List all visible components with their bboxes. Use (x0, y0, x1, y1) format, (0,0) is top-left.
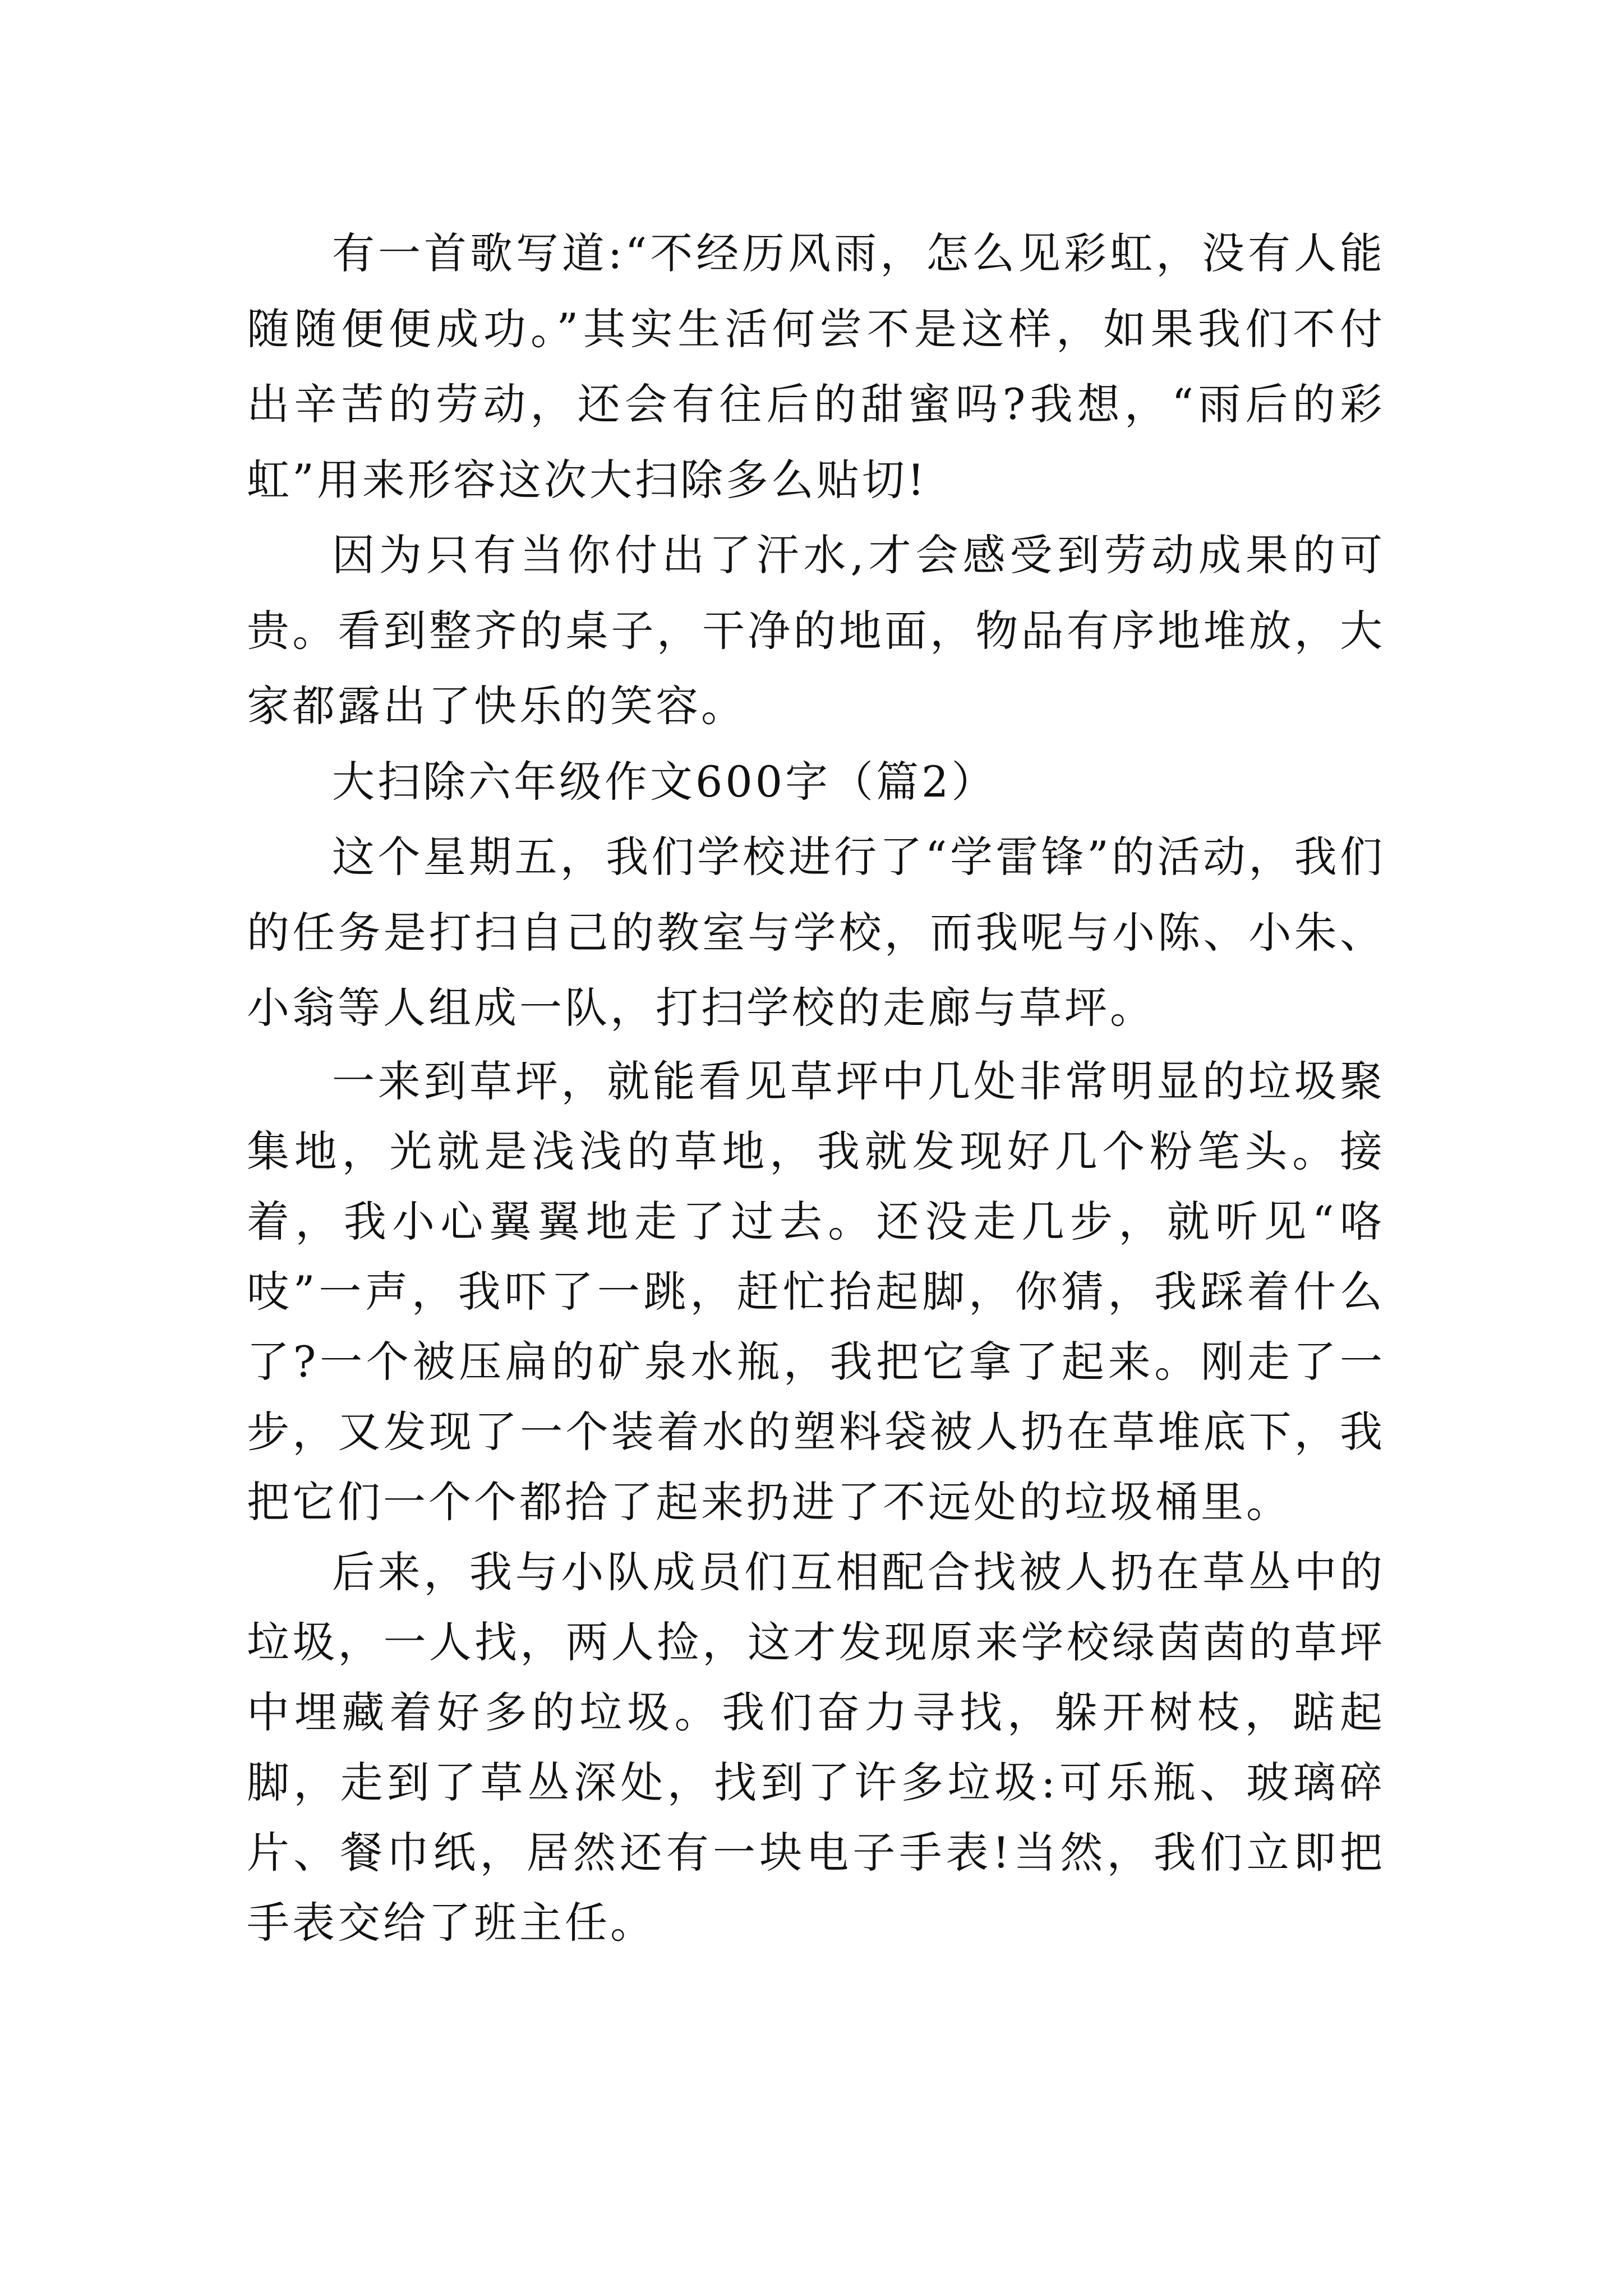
paragraph-song-quote: 有一首歌写道:“不经历风雨，怎么见彩虹，没有人能随随便便成功。”其实生活何尝不是这样，如果我们不付出辛苦的劳动，还会有往后的甜蜜吗?我想，“雨后的彩虹”用来形容这次大扫除多么贴切! (247, 228, 1385, 505)
paragraph-learn-leifeng: 这个星期五，我们学校进行了“学雷锋”的活动，我们的任务是打扫自己的教室与学校，而我呢与小陈、小朱、小翁等人组成一队，打扫学校的走廊与草坪。 (247, 832, 1385, 1033)
paragraph-lawn-cleanup: 一来到草坪，就能看见草坪中几处非常明显的垃圾聚集地，光就是浅浅的草地，我就发现好几个粉笔头。接着，我小心翼翼地走了过去。还没走几步，就听见“咯吱”一声，我吓了一跳，赶忙抬起脚，你猜，我踩着什么了?一个被压扁的矿泉水瓶，我把它拿了起来。刚走了一步，又发现了一个装着水的塑料袋被人扔在草堆底下，我把它们一个个都拾了起来扔进了不远处的垃圾桶里。 (247, 1056, 1385, 1527)
paragraph-labor-results: 因为只有当你付出了汗水,才会感受到劳动成果的可贵。看到整齐的桌子，干净的地面，物品有序地堆放，大家都露出了快乐的笑容。 (247, 530, 1385, 731)
paragraph-team-search: 后来，我与小队成员们互相配合找被人扔在草丛中的垃圾，一人找，两人捡，这才发现原来学校绿茵茵的草坪中埋藏着好多的垃圾。我们奋力寻找，躲开树枝，踮起脚，走到了草丛深处，找到了许多垃圾:可乐瓶、玻璃碎片、餐巾纸，居然还有一块电子手表!当然，我们立即把手表交给了班主任。 (247, 1547, 1385, 1948)
section-heading: 大扫除六年级作文600字（篇2） (332, 756, 997, 807)
document-body (247, 216, 1385, 1958)
